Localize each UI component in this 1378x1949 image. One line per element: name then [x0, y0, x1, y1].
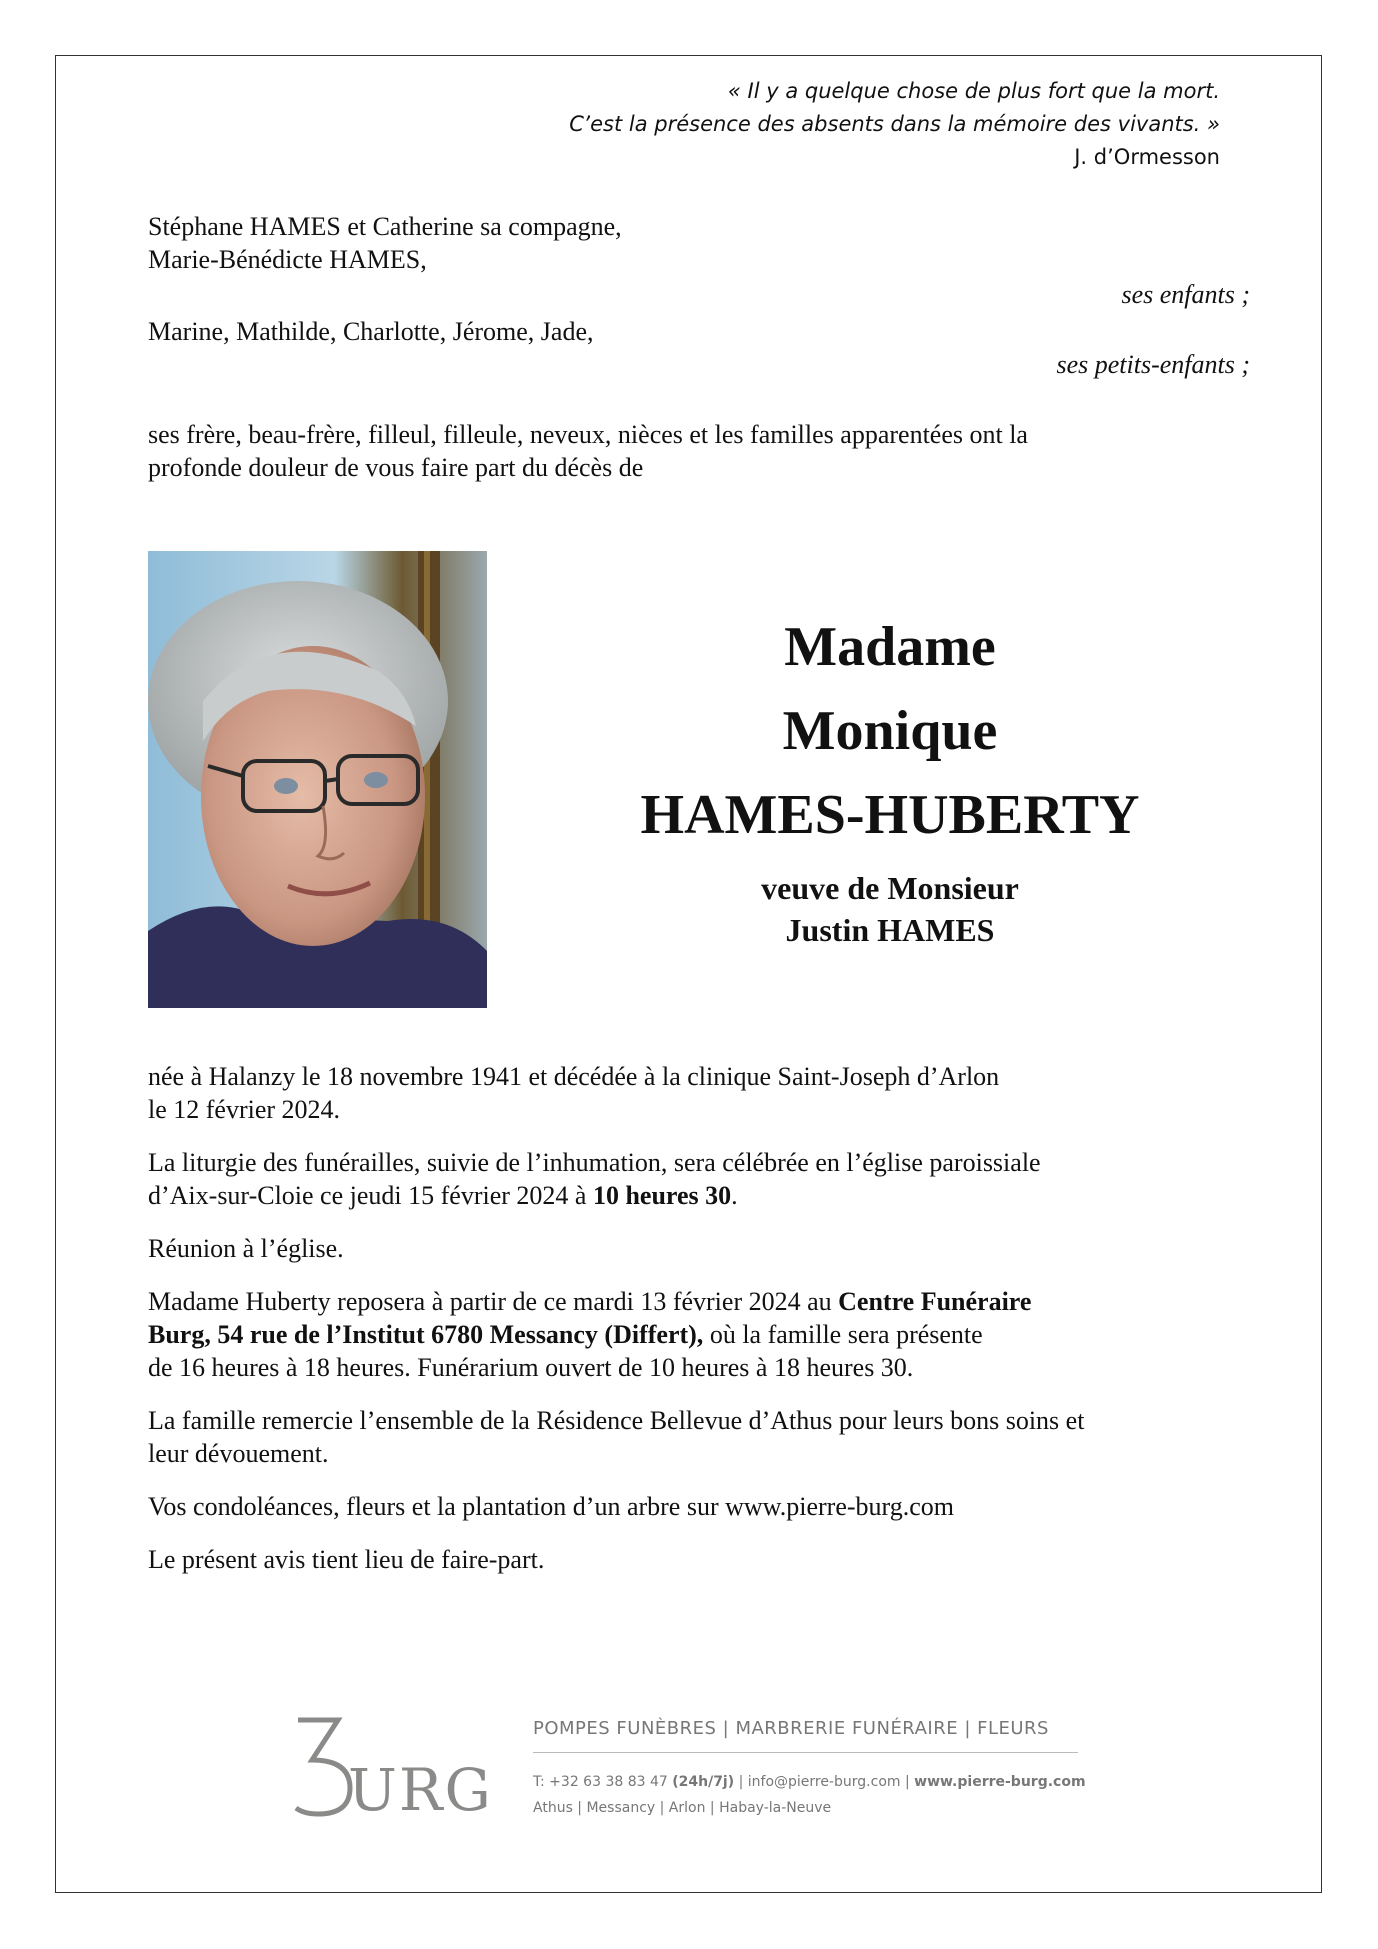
liturgy-line-1: La liturgie des funérailles, suivie de l’inhumation, sera célébrée en l’église paroissiale [148, 1148, 1041, 1177]
birth-line-2: le 12 février 2024. [148, 1095, 341, 1124]
children-line-1: Stéphane HAMES et Catherine sa compagne, [148, 212, 622, 241]
meeting-paragraph: Réunion à l’église. [148, 1234, 344, 1263]
burg-logo [290, 1708, 490, 1818]
contact-line [533, 1774, 1086, 1790]
others-line-2: profonde douleur de vous faire part du décès de [148, 453, 644, 482]
widow-of-line-2: Justin HAMES [785, 912, 995, 948]
others-line-1: ses frère, beau-frère, filleul, filleule, neveux, nièces et les familles apparentées ont la [148, 420, 1028, 449]
deceased-last-name: HAMES-HUBERTY [640, 784, 1140, 846]
birth-death-paragraph [148, 1060, 1258, 1126]
locations-line: Athus | Messancy | Arlon | Habay-la-Neuve [533, 1800, 832, 1816]
portrait-photo [148, 551, 487, 1008]
rest-paragraph [148, 1285, 1258, 1384]
contact-phone: T: +32 63 38 83 47 [533, 1774, 673, 1790]
funeral-home-footer [290, 1708, 1090, 1828]
birth-line-1: née à Halanzy le 18 novembre 1941 et décédée à la clinique Saint-Joseph d’Arlon [148, 1062, 1000, 1091]
deceased-name-block [560, 605, 1220, 951]
notice-body [148, 1060, 1258, 1596]
grandchildren-label: ses petits-enfants ; [1056, 350, 1250, 379]
rest-line-1b: Centre Funéraire [838, 1287, 1032, 1316]
epigraph [569, 75, 1220, 174]
liturgy-line-2c: . [731, 1181, 738, 1210]
quote-line-1: « Il y a quelque chose de plus fort que la mort. [727, 79, 1220, 103]
liturgy-paragraph [148, 1146, 1258, 1212]
contact-email: | info@pierre-burg.com | [734, 1774, 915, 1790]
thanks-line-1: La famille remercie l’ensemble de la Résidence Bellevue d’Athus pour leurs bons soins et [148, 1406, 1085, 1435]
liturgy-line-2a: d’Aix-sur-Cloie ce jeudi 15 février 2024 à [148, 1181, 593, 1210]
services-line: POMPES FUNÈBRES | MARBRERIE FUNÉRAIRE | FLEURS [533, 1718, 1049, 1739]
condolences-paragraph: Vos condoléances, fleurs et la plantation d’un arbre sur www.pierre-burg.com [148, 1492, 954, 1521]
widow-of-line-1: veuve de Monsieur [761, 870, 1019, 906]
children-label: ses enfants ; [1121, 280, 1250, 309]
rest-line-2b: où la famille sera présente [703, 1320, 983, 1349]
children-line-2: Marie-Bénédicte HAMES, [148, 245, 427, 274]
rest-address: Burg, 54 rue de l’Institut 6780 Messancy (Differt), [148, 1320, 704, 1349]
thanks-paragraph [148, 1404, 1258, 1470]
svg-text:URG: URG [348, 1756, 490, 1818]
contact-website: www.pierre-burg.com [914, 1774, 1086, 1790]
thanks-line-2: leur dévouement. [148, 1439, 329, 1468]
quote-line-2: C’est la présence des absents dans la mémoire des vivants. » [569, 112, 1220, 136]
footer-divider [533, 1752, 1078, 1753]
notice-paragraph: Le présent avis tient lieu de faire-part. [148, 1545, 545, 1574]
quote-author: J. d’Ormesson [1074, 145, 1220, 169]
grandchildren-line: Marine, Mathilde, Charlotte, Jérome, Jade, [148, 317, 594, 346]
contact-hours: (24h/7j) [672, 1774, 735, 1790]
rest-line-3: de 16 heures à 18 heures. Funérarium ouvert de 10 heures à 18 heures 30. [148, 1353, 914, 1382]
rest-line-1a: Madame Huberty reposera à partir de ce mardi 13 février 2024 au [148, 1287, 839, 1316]
liturgy-time: 10 heures 30 [592, 1181, 732, 1210]
deceased-title: Madame [784, 616, 996, 678]
deceased-first-name: Monique [782, 700, 998, 762]
